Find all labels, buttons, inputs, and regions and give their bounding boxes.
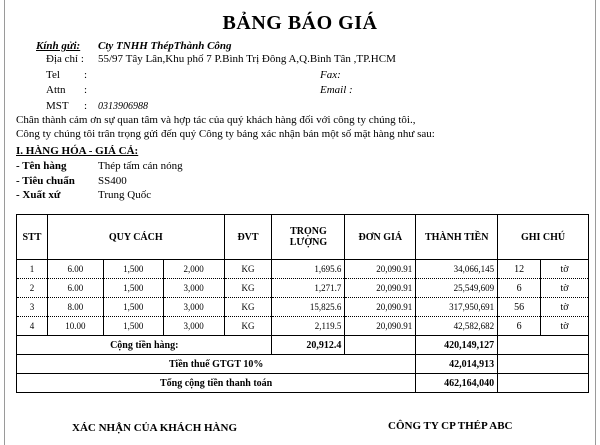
- table-row: [17, 317, 589, 336]
- row-price: 20,090.91: [345, 279, 416, 298]
- attn-colon: :: [84, 84, 88, 96]
- page-border-right: [595, 0, 596, 445]
- recipient-address: 55/97 Tây Lân,Khu phố 7 P.Bình Trị Đông A,Q.Bình Tân ,TP.HCM: [98, 53, 396, 65]
- total-label: Tổng cộng tiền thanh toán: [17, 374, 416, 393]
- row-note-unit: tờ: [541, 279, 589, 298]
- tel-colon: :: [84, 69, 88, 81]
- fax-label: Fax:: [320, 69, 341, 81]
- row-amount: 42,582,682: [416, 317, 498, 336]
- email-label: Email :: [320, 84, 353, 96]
- row-dvt: KG: [224, 260, 272, 279]
- row-amount: 34,066,145: [416, 260, 498, 279]
- row-price: 20,090.91: [345, 317, 416, 336]
- row-note-qty: 56: [498, 298, 541, 317]
- total-amount: 462,164,040: [416, 374, 498, 393]
- recipient-company: Cty TNHH ThépThành Công: [98, 40, 232, 52]
- mst-colon: :: [84, 100, 88, 112]
- header-thanh-tien: THÀNH TIỀN: [416, 215, 498, 260]
- page-border-left: [4, 0, 5, 445]
- document-title: BẢNG BÁO GIÁ: [222, 12, 378, 34]
- total-empty-note: [498, 374, 589, 393]
- row-stt: 2: [17, 279, 48, 298]
- subtotal-label: Cộng tiền hàng:: [17, 336, 272, 355]
- quotation-table: [16, 214, 589, 393]
- standard-label: - Tiêu chuẩn: [16, 175, 75, 187]
- customer-confirmation: XÁC NHẬN CỦA KHÁCH HÀNG: [72, 422, 237, 434]
- row-note-qty: 6: [498, 279, 541, 298]
- table-row: [17, 279, 589, 298]
- product-name-label: - Tên hàng: [16, 160, 67, 172]
- row-dvt: KG: [224, 279, 272, 298]
- row-weight: 2,119.5: [272, 317, 345, 336]
- row-note-unit: tờ: [541, 298, 589, 317]
- row-note-unit: tờ: [541, 317, 589, 336]
- row-dim1: 6.00: [47, 260, 103, 279]
- vat-row: [17, 355, 589, 374]
- subtotal-empty-price: [345, 336, 416, 355]
- address-label: Địa chỉ :: [46, 53, 84, 65]
- row-dim1: 6.00: [47, 279, 103, 298]
- row-dim3: 2,000: [163, 260, 224, 279]
- subtotal-empty-note: [498, 336, 589, 355]
- header-trong-luong: TRỌNG LƯỢNG: [272, 215, 345, 260]
- row-stt: 4: [17, 317, 48, 336]
- header-stt: STT: [17, 215, 48, 260]
- table-row: [17, 260, 589, 279]
- row-dim2: 1,500: [103, 317, 163, 336]
- origin-value: Trung Quốc: [98, 189, 152, 201]
- row-dim3: 3,000: [163, 279, 224, 298]
- company-signature: CÔNG TY CP THÉP ABC: [388, 420, 513, 432]
- header-ghi-chu: GHI CHÚ: [498, 215, 589, 260]
- row-weight: 15,825.6: [272, 298, 345, 317]
- row-weight: 1,695.6: [272, 260, 345, 279]
- row-price: 20,090.91: [345, 298, 416, 317]
- kinh-gui-label: Kính gửi:: [36, 40, 81, 52]
- intro-line-1: Chân thành cảm ơn sự quan tâm và hợp tác của quý khách hàng đối với công ty chúng tôi.,: [16, 114, 416, 126]
- row-stt: 3: [17, 298, 48, 317]
- row-amount: 25,549,609: [416, 279, 498, 298]
- table-header-row: [17, 215, 589, 260]
- row-note-qty: 6: [498, 317, 541, 336]
- product-name-value: Thép tấm cán nóng: [98, 160, 183, 172]
- vat-amount: 42,014,913: [416, 355, 498, 374]
- row-note-qty: 12: [498, 260, 541, 279]
- subtotal-amount: 420,149,127: [416, 336, 498, 355]
- mst-label: MST: [46, 100, 69, 112]
- row-note-unit: tờ: [541, 260, 589, 279]
- subtotal-row: [17, 336, 589, 355]
- tel-label: Tel: [46, 69, 60, 81]
- origin-label: - Xuất xứ: [16, 189, 61, 201]
- vat-label: Tiền thuế GTGT 10%: [17, 355, 416, 374]
- header-dvt: ĐVT: [224, 215, 272, 260]
- row-stt: 1: [17, 260, 48, 279]
- total-row: [17, 374, 589, 393]
- intro-line-2: Công ty chúng tôi trân trọng gửi đến quý Công ty bảng xác nhận bán một số mặt hàng như sau:: [16, 128, 435, 140]
- row-dim1: 10.00: [47, 317, 103, 336]
- header-quy-cach: QUY CÁCH: [47, 215, 224, 260]
- row-dim3: 3,000: [163, 298, 224, 317]
- row-weight: 1,271.7: [272, 279, 345, 298]
- row-dim2: 1,500: [103, 298, 163, 317]
- section-heading: I. HÀNG HÓA - GIÁ CẢ:: [16, 145, 139, 157]
- table-row: [17, 298, 589, 317]
- row-dim2: 1,500: [103, 279, 163, 298]
- row-dim1: 8.00: [47, 298, 103, 317]
- row-dim3: 3,000: [163, 317, 224, 336]
- attn-label: Attn: [46, 84, 66, 96]
- row-price: 20,090.91: [345, 260, 416, 279]
- row-amount: 317,950,691: [416, 298, 498, 317]
- vat-empty-note: [498, 355, 589, 374]
- subtotal-weight: 20,912.4: [272, 336, 345, 355]
- row-dvt: KG: [224, 317, 272, 336]
- header-don-gia: ĐƠN GIÁ: [345, 215, 416, 260]
- mst-value: 0313906988: [98, 101, 148, 112]
- row-dvt: KG: [224, 298, 272, 317]
- standard-value: SS400: [98, 175, 127, 187]
- row-dim2: 1,500: [103, 260, 163, 279]
